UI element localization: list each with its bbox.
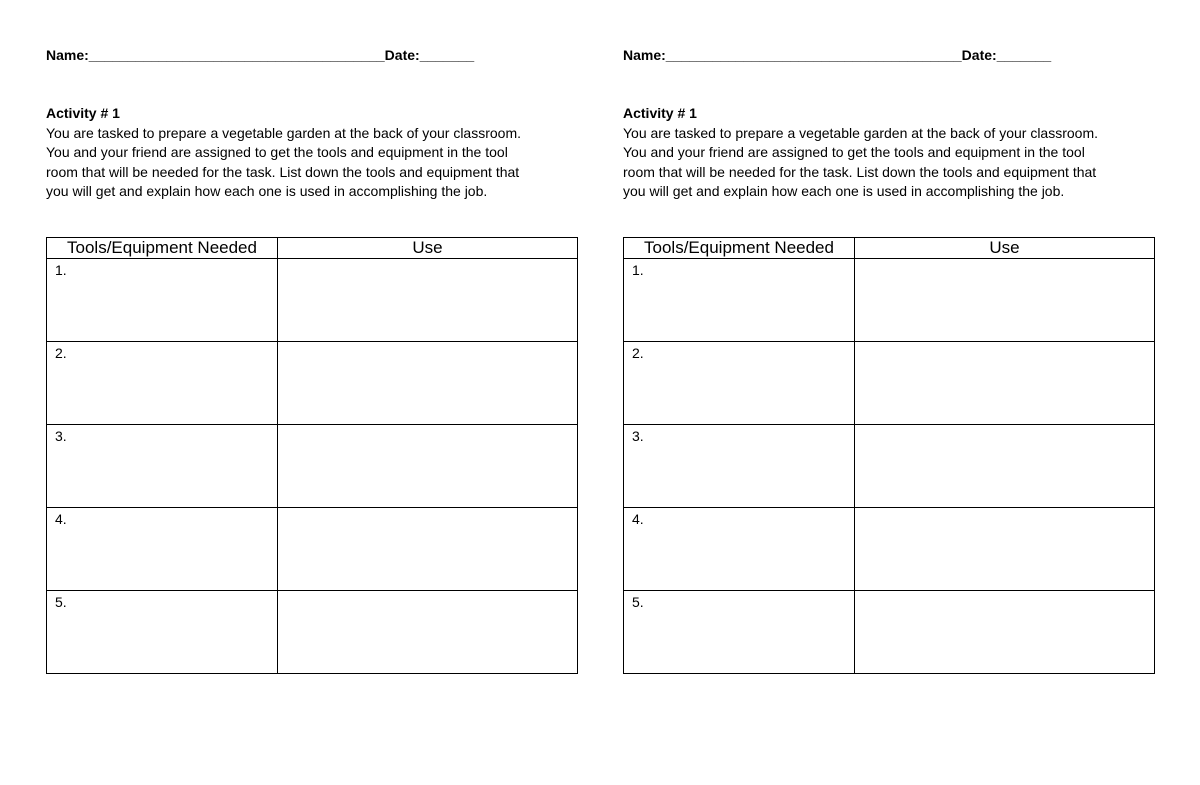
tool-cell[interactable] bbox=[624, 342, 855, 425]
table-row bbox=[624, 591, 1155, 674]
header-use: Use bbox=[855, 238, 1155, 259]
table-row bbox=[624, 508, 1155, 591]
use-cell[interactable] bbox=[278, 342, 578, 425]
row-number: 2. bbox=[632, 345, 644, 361]
date-blank-line: _______ bbox=[996, 47, 1052, 63]
table-row bbox=[624, 259, 1155, 342]
tool-cell[interactable] bbox=[47, 259, 278, 342]
tools-table bbox=[46, 237, 578, 674]
use-cell[interactable] bbox=[855, 591, 1155, 674]
activity-line: you will get and explain how each one is used in accomplishing the job. bbox=[623, 183, 1065, 199]
header-use: Use bbox=[278, 238, 578, 259]
use-cell[interactable] bbox=[278, 425, 578, 508]
use-cell[interactable] bbox=[855, 508, 1155, 591]
tool-cell[interactable] bbox=[47, 591, 278, 674]
tools-table bbox=[623, 237, 1155, 674]
use-cell[interactable] bbox=[278, 591, 578, 674]
activity-line: You and your friend are assigned to get the tools and equipment in the tool bbox=[623, 144, 1085, 160]
name-date-header bbox=[623, 47, 1051, 63]
table-row bbox=[47, 591, 578, 674]
activity-line: You are tasked to prepare a vegetable garden at the back of your classroom. bbox=[46, 124, 522, 141]
row-number: 2. bbox=[55, 345, 67, 361]
tool-cell[interactable] bbox=[47, 425, 278, 508]
table-row bbox=[47, 342, 578, 425]
row-number: 3. bbox=[55, 428, 67, 444]
table-row bbox=[47, 259, 578, 342]
table-row bbox=[624, 342, 1155, 425]
name-blank-line: ______________________________________ bbox=[88, 47, 385, 63]
table-row bbox=[624, 425, 1155, 508]
table-row bbox=[47, 508, 578, 591]
row-number: 4. bbox=[632, 511, 644, 527]
date-label: Date: bbox=[384, 47, 420, 63]
table-header-row bbox=[47, 238, 578, 259]
name-date-header bbox=[46, 47, 474, 63]
use-cell[interactable] bbox=[855, 259, 1155, 342]
use-cell[interactable] bbox=[278, 259, 578, 342]
row-number: 3. bbox=[632, 428, 644, 444]
row-number: 1. bbox=[632, 262, 644, 278]
tool-cell[interactable] bbox=[624, 591, 855, 674]
activity-line: you will get and explain how each one is used in accomplishing the job. bbox=[46, 183, 488, 199]
table-header-row bbox=[624, 238, 1155, 259]
tool-cell[interactable] bbox=[624, 259, 855, 342]
date-blank-line: _______ bbox=[419, 47, 475, 63]
activity-instructions bbox=[46, 104, 586, 202]
activity-line: You and your friend are assigned to get the tools and equipment in the tool bbox=[46, 144, 508, 160]
date-label: Date: bbox=[961, 47, 997, 63]
use-cell[interactable] bbox=[278, 508, 578, 591]
row-number: 5. bbox=[632, 594, 644, 610]
activity-instructions bbox=[623, 104, 1163, 202]
name-label: Name: bbox=[46, 47, 89, 63]
header-tools-equipment: Tools/Equipment Needed bbox=[624, 238, 855, 259]
name-label: Name: bbox=[623, 47, 666, 63]
row-number: 1. bbox=[55, 262, 67, 278]
table-row bbox=[47, 425, 578, 508]
use-cell[interactable] bbox=[855, 425, 1155, 508]
use-cell[interactable] bbox=[855, 342, 1155, 425]
activity-line: room that will be needed for the task. List down the tools and equipment that bbox=[46, 163, 520, 180]
activity-title: Activity # 1 bbox=[46, 105, 120, 121]
activity-line: room that will be needed for the task. List down the tools and equipment that bbox=[623, 163, 1097, 180]
header-tools-equipment: Tools/Equipment Needed bbox=[47, 238, 278, 259]
tool-cell[interactable] bbox=[624, 508, 855, 591]
name-blank-line: ______________________________________ bbox=[665, 47, 962, 63]
activity-line: You are tasked to prepare a vegetable garden at the back of your classroom. bbox=[623, 124, 1099, 141]
tool-cell[interactable] bbox=[47, 508, 278, 591]
row-number: 5. bbox=[55, 594, 67, 610]
tool-cell[interactable] bbox=[624, 425, 855, 508]
activity-title: Activity # 1 bbox=[623, 105, 697, 121]
tool-cell[interactable] bbox=[47, 342, 278, 425]
row-number: 4. bbox=[55, 511, 67, 527]
